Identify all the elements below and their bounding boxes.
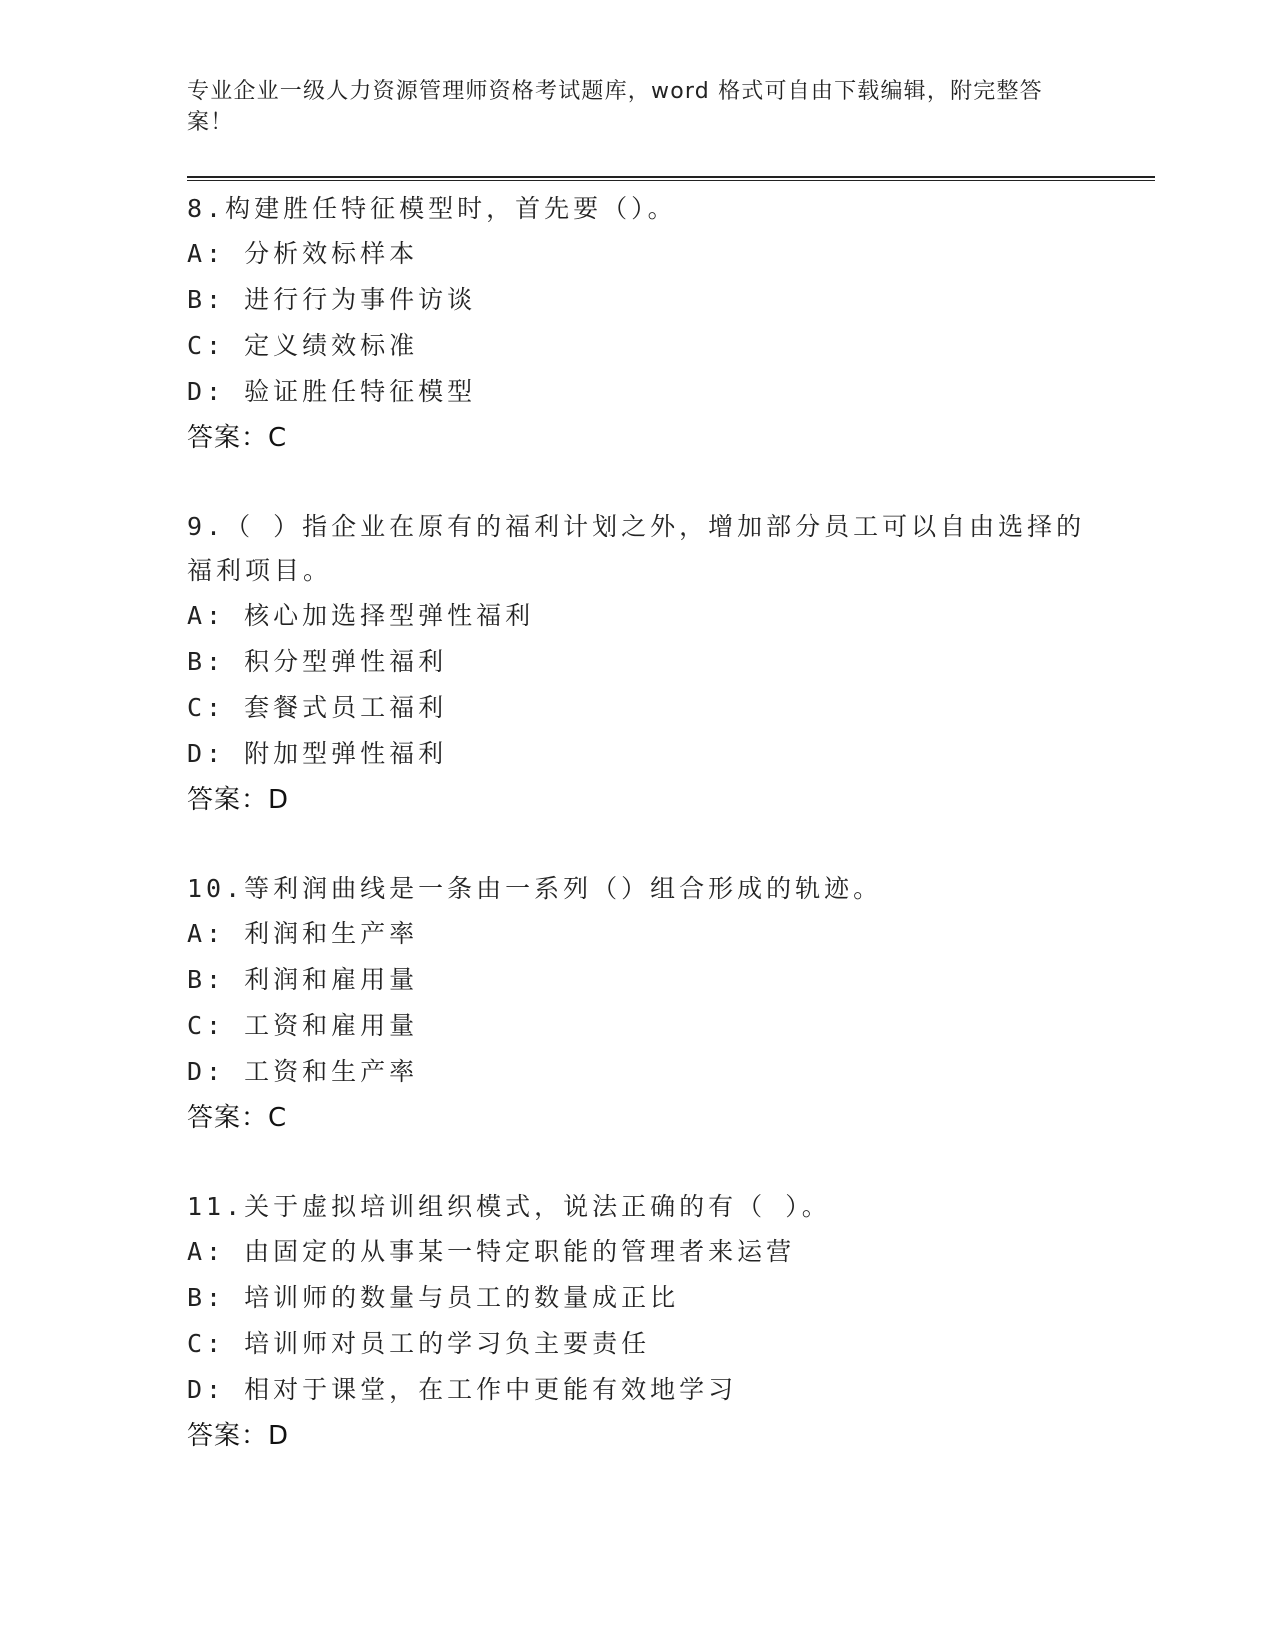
- option-c: C: 定义绩效标准: [187, 331, 419, 360]
- question-stem: 10.等利润曲线是一条由一系列（）组合形成的轨迹。: [187, 874, 883, 903]
- answer-line: 答案：D: [187, 785, 290, 815]
- option-d: D: 附加型弹性福利: [187, 739, 448, 768]
- option-b: B: 进行行为事件访谈: [187, 285, 477, 314]
- option-d: D: 工资和生产率: [187, 1057, 419, 1086]
- option-c: C: 套餐式员工福利: [187, 693, 448, 722]
- option-a: A: 由固定的从事某一特定职能的管理者来运营: [187, 1237, 796, 1266]
- spacer: [187, 1141, 1157, 1185]
- question-8: [187, 187, 1157, 461]
- option-d: D: 验证胜任特征模型: [187, 377, 477, 406]
- question-stem: 11.关于虚拟培训组织模式，说法正确的有（ ）。: [187, 1192, 831, 1221]
- document-header: 专业企业一级人力资源管理师资格考试题库，word 格式可自由下载编辑，附完整答案！: [187, 79, 1043, 135]
- option-b: B: 培训师的数量与员工的数量成正比: [187, 1283, 680, 1312]
- header-divider: [187, 176, 1155, 181]
- answer-line: 答案：D: [187, 1421, 290, 1451]
- option-a: A: 核心加选择型弹性福利: [187, 601, 535, 630]
- option-c: C: 培训师对员工的学习负主要责任: [187, 1329, 651, 1358]
- question-11: [187, 1185, 1157, 1459]
- spacer: [187, 823, 1157, 867]
- question-stem: 8.构建胜任特征模型时，首先要（）。: [187, 194, 677, 223]
- option-b: B: 利润和雇用量: [187, 965, 419, 994]
- option-b: B: 积分型弹性福利: [187, 647, 448, 676]
- option-a: A: 利润和生产率: [187, 919, 419, 948]
- option-c: C: 工资和雇用量: [187, 1011, 419, 1040]
- question-10: [187, 867, 1157, 1141]
- answer-line: 答案：C: [187, 423, 288, 453]
- spacer: [187, 461, 1157, 505]
- option-a: A: 分析效标样本: [187, 239, 419, 268]
- question-9: [187, 505, 1157, 823]
- document-page: [187, 0, 1157, 1459]
- option-d: D: 相对于课堂，在工作中更能有效地学习: [187, 1375, 738, 1404]
- question-stem: 9.（ ）指企业在原有的福利计划之外，增加部分员工可以自由选择的福利项目。: [187, 512, 1086, 585]
- answer-line: 答案：C: [187, 1103, 288, 1133]
